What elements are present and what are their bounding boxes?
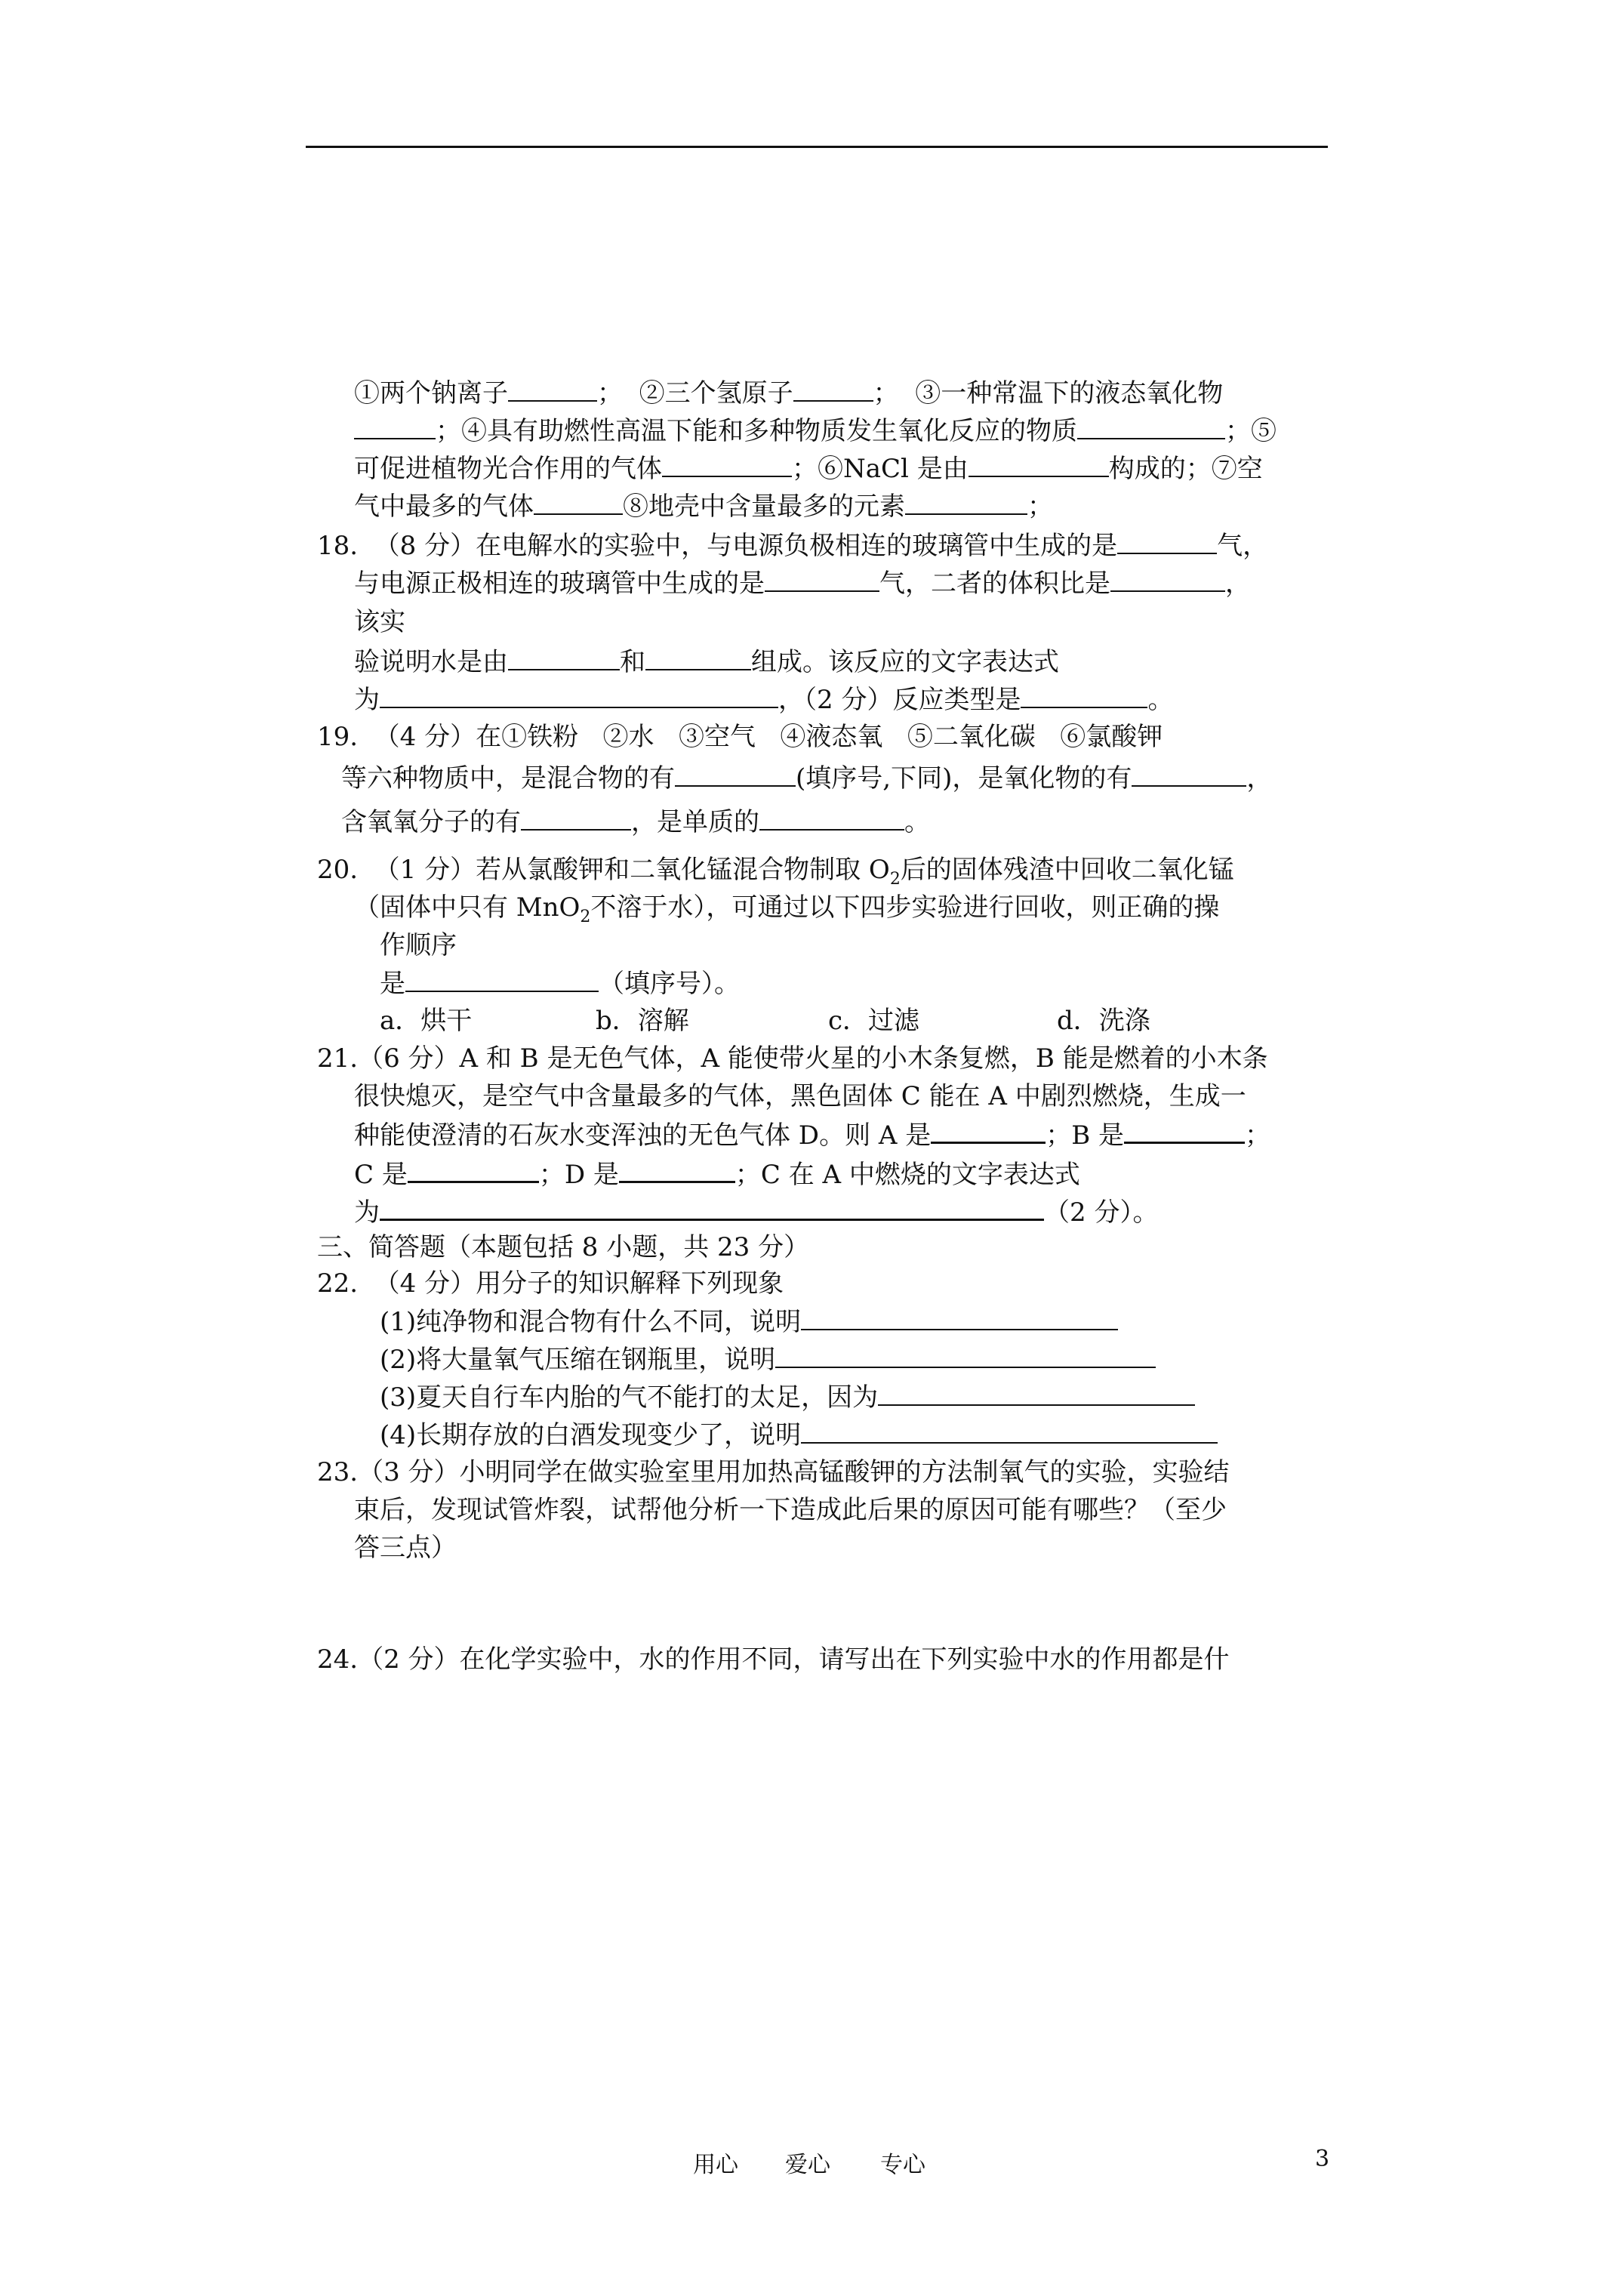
q19-text: 等六种物质中，是混合物的有 [341, 763, 675, 794]
q21-line-3 [354, 1119, 1270, 1151]
answer-blank[interactable] [1077, 415, 1225, 439]
q18-text: 与电源正极相连的玻璃管中生成的是 [354, 569, 765, 599]
answer-blank[interactable] [765, 568, 879, 592]
q17-text: 气中最多的气体 [354, 492, 534, 522]
answer-blank[interactable] [645, 646, 751, 670]
q20-line-2 [354, 892, 1219, 932]
answer-blank[interactable] [508, 378, 597, 402]
answer-blank[interactable] [759, 806, 904, 831]
answer-blank[interactable] [1132, 763, 1246, 787]
q21-line-4 [354, 1158, 1080, 1190]
q17-text: 可促进植物光合作用的气体 [354, 454, 662, 484]
q19-text: 含氧氧分子的有 [341, 807, 521, 837]
q21-text: ； [1245, 1120, 1271, 1151]
q21-text: ；C 在 A 中燃烧的文字表达式 [735, 1160, 1080, 1190]
q17-text: ； [1027, 492, 1053, 522]
q23-line-1: 23.（3 分）小明同学在做实验室里用加热高锰酸钾的方法制氧气的实验，实验结 [317, 1457, 1230, 1487]
q22-item-4 [380, 1419, 1218, 1450]
q22-text: (1)纯净物和混合物有什么不同，说明 [380, 1307, 802, 1337]
q17-text: ⑧地壳中含量最多的元素 [623, 492, 905, 522]
q20-option-c: c．过滤 [828, 1006, 920, 1036]
answer-blank[interactable] [801, 1306, 1118, 1330]
q18-text: ， [1225, 569, 1251, 599]
q22-item-3 [380, 1382, 1195, 1413]
q18-text: 组成。该反应的文字表达式 [751, 647, 1059, 677]
answer-blank[interactable] [801, 1419, 1218, 1444]
q18-text: 。 [1147, 685, 1174, 715]
section-heading: 三、简答题（本题包括 8 小题，共 23 分） [317, 1232, 810, 1262]
answer-blank[interactable] [619, 1158, 735, 1183]
answer-blank[interactable] [1117, 530, 1217, 554]
q17-line-4 [354, 491, 1053, 522]
q19-line-3 [341, 806, 930, 837]
q18-text: ，（2 分）反应类型是 [778, 685, 1021, 715]
q18-text: 验说明水是由 [354, 647, 508, 677]
q21-text: （2 分）。 [1044, 1197, 1159, 1228]
footer-middle: 爱心 [785, 2152, 830, 2178]
answer-blank[interactable] [969, 453, 1109, 477]
answer-blank[interactable] [1124, 1119, 1245, 1144]
q22-text: (2)将大量氧气压缩在钢瓶里，说明 [380, 1345, 776, 1375]
q20-option-d: d．洗涤 [1057, 1006, 1150, 1036]
answer-blank[interactable] [1110, 568, 1225, 592]
q18-text: 18. （8 分）在电解水的实验中，与电源负极相连的玻璃管中生成的是 [317, 531, 1118, 561]
q19-line-1: 19. （4 分）在①铁粉 ②水 ③空气 ④液态氧 ⑤二氧化碳 ⑥氯酸钾 [317, 722, 1163, 752]
q21-text: 为 [354, 1197, 380, 1228]
header-rule [306, 146, 1328, 148]
q20-line-3: 作顺序 [380, 930, 457, 960]
q18-text: 气， [1217, 531, 1269, 561]
q21-line-2: 很快熄灭，是空气中含量最多的气体，黑色固体 C 能在 A 中剧烈燃烧，生成一 [354, 1081, 1246, 1111]
answer-blank[interactable] [878, 1382, 1195, 1406]
q17-text: ； ②三个氢原子 [597, 378, 793, 408]
answer-blank[interactable] [534, 491, 623, 515]
answer-blank[interactable] [775, 1344, 1156, 1368]
answer-blank[interactable] [380, 684, 778, 708]
q21-text: ；D 是 [538, 1160, 619, 1190]
answer-blank[interactable] [508, 646, 620, 670]
q18-text: 为 [354, 685, 380, 715]
answer-blank[interactable] [793, 378, 873, 402]
q22-item-1 [380, 1306, 1118, 1337]
q20-line-4 [380, 968, 740, 999]
q18-line-3: 该实 [354, 607, 405, 637]
q17-text: ①两个钠离子 [354, 378, 508, 408]
q20-text: 20. （1 分）若从氯酸钾和二氧化锰混合物制取 O [317, 855, 890, 885]
q17-text: ；⑤ [1225, 416, 1277, 446]
q20-text: 不溶于水），可通过以下四步实验进行回收，则正确的操 [590, 892, 1220, 923]
q19-text: ，是单质的 [631, 807, 759, 837]
answer-blank[interactable] [354, 415, 436, 439]
q22-title: 22. （4 分）用分子的知识解释下列现象 [317, 1268, 784, 1299]
q18-line-4 [354, 646, 1059, 677]
answer-blank[interactable] [408, 1158, 539, 1183]
answer-blank[interactable] [521, 806, 631, 831]
q21-text: 种能使澄清的石灰水变浑浊的无色气体 D。则 A 是 [354, 1120, 932, 1151]
q22-text: (3)夏天自行车内胎的气不能打的太足，因为 [380, 1382, 879, 1413]
q18-text: 和 [620, 647, 645, 677]
page-number: 3 [1315, 2146, 1330, 2172]
q18-text: 气，二者的体积比是 [879, 569, 1110, 599]
q20-line-1 [317, 855, 1234, 895]
answer-blank[interactable] [675, 763, 796, 787]
q21-line-1: 21.（6 分）A 和 B 是无色气体，A 能使带火星的小木条复燃，B 能是燃着的小木条 [317, 1043, 1268, 1074]
q19-text: ， [1246, 763, 1273, 794]
subscript: 2 [889, 869, 901, 889]
q20-option-b: b．溶解 [596, 1006, 689, 1036]
answer-blank[interactable] [931, 1119, 1046, 1144]
q18-line-5 [354, 684, 1173, 715]
q18-line-2 [354, 568, 1251, 599]
q23-line-2: 束后，发现试管炸裂，试帮他分析一下造成此后果的原因可能有哪些？（至少 [354, 1495, 1227, 1525]
q19-text: (填序号,下同)，是氧化物的有 [796, 763, 1132, 794]
q20-text: 是 [380, 969, 405, 999]
q21-text: ；B 是 [1046, 1120, 1125, 1151]
footer-left: 用心 [693, 2152, 738, 2178]
q17-text: ；⑥NaCl 是由 [792, 454, 969, 484]
answer-blank[interactable] [1021, 684, 1147, 708]
subscript: 2 [580, 907, 591, 926]
q19-text: 。 [904, 807, 930, 837]
q22-text: (4)长期存放的白酒发现变少了，说明 [380, 1420, 802, 1450]
q17-line-3 [354, 453, 1263, 484]
answer-blank[interactable] [662, 453, 792, 477]
footer-right: 专心 [880, 2152, 925, 2178]
q19-line-2 [341, 763, 1272, 794]
answer-blank[interactable] [380, 1196, 1044, 1221]
q21-text: C 是 [354, 1160, 408, 1190]
q24-line-1: 24.（2 分）在化学实验中，水的作用不同，请写出在下列实验中水的作用都是什 [317, 1644, 1230, 1675]
q20-text: （填序号）。 [599, 969, 740, 999]
q17-text: ； ③一种常温下的液态氧化物 [873, 378, 1224, 408]
q17-line-2 [354, 415, 1277, 446]
q17-line-1 [354, 378, 1223, 408]
q18-line-1 [317, 530, 1268, 561]
q21-line-5 [354, 1196, 1158, 1228]
q22-item-2 [380, 1344, 1156, 1375]
answer-blank[interactable] [905, 491, 1027, 515]
q23-line-3: 答三点） [354, 1533, 457, 1563]
q20-text: （固体中只有 MnO [354, 892, 581, 923]
q17-text: 构成的；⑦空 [1108, 454, 1263, 484]
answer-blank[interactable] [405, 968, 599, 992]
q20-option-a: a．烘干 [380, 1006, 473, 1036]
q20-text: 后的固体残渣中回收二氧化锰 [900, 855, 1234, 885]
q17-text: ；④具有助燃性高温下能和多种物质发生氧化反应的物质 [436, 416, 1077, 446]
